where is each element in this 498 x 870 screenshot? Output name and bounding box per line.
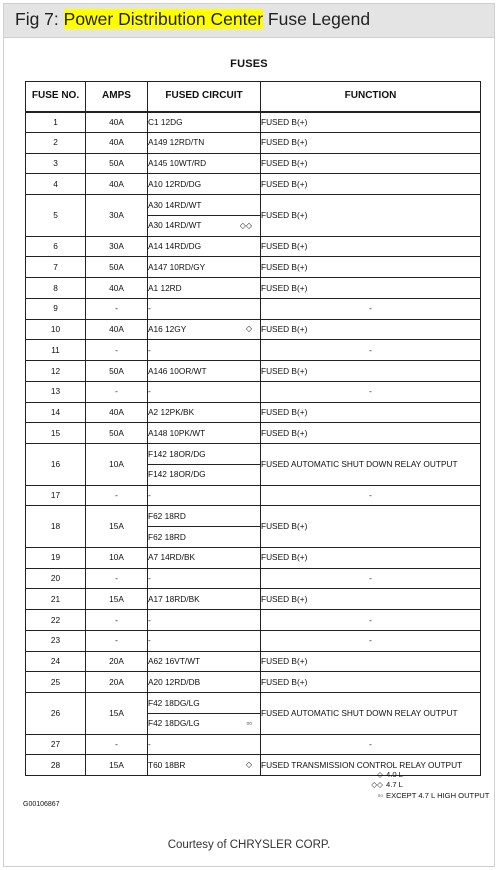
table-row <box>26 423 481 444</box>
cell-fuse-no: 23 <box>26 630 86 651</box>
cell-fuse-no: 4 <box>26 174 86 195</box>
cell-function: FUSED B(+) <box>261 236 481 257</box>
circuit-code: - <box>148 344 151 355</box>
circuit-code: A149 12RD/TN <box>148 137 205 148</box>
fuse-legend-table <box>25 81 481 776</box>
table-row <box>26 630 481 651</box>
cell-amps: 15A <box>86 506 148 548</box>
cell-fuse-no: 22 <box>26 610 86 631</box>
table-row <box>26 444 481 465</box>
table-row <box>26 402 481 423</box>
cell-function: FUSED B(+) <box>261 506 481 548</box>
cell-function: - <box>261 610 481 631</box>
cell-function: FUSED B(+) <box>261 319 481 340</box>
table-row <box>26 610 481 631</box>
cell-fuse-no: 12 <box>26 361 86 382</box>
cell-amps: 50A <box>86 153 148 174</box>
header-fused-circuit: FUSED CIRCUIT <box>148 82 261 112</box>
circuit-code: - <box>148 490 151 501</box>
cell-function: FUSED B(+) <box>261 589 481 610</box>
cell-amps: 50A <box>86 423 148 444</box>
cell-function: FUSED B(+) <box>261 112 481 133</box>
engine-variant-marker: ◇ <box>245 759 252 769</box>
circuit-code: F62 18RD <box>148 531 186 542</box>
cell-function: FUSED B(+) <box>261 361 481 382</box>
table-header-row <box>26 82 481 112</box>
cell-function: FUSED B(+) <box>261 672 481 693</box>
cell-amps: - <box>86 610 148 631</box>
cell-fuse-no: 14 <box>26 402 86 423</box>
table-row <box>26 568 481 589</box>
circuit-code: A1 12RD <box>148 282 182 293</box>
cell-fused-circuit <box>148 423 261 444</box>
cell-amps: 30A <box>86 195 148 237</box>
cell-fuse-no: 16 <box>26 444 86 486</box>
cell-fuse-no: 1 <box>26 112 86 133</box>
cell-fused-circuit <box>148 568 261 589</box>
circuit-code: - <box>148 386 151 397</box>
cell-amps: 20A <box>86 651 148 672</box>
cell-fused-circuit <box>148 340 261 361</box>
circuit-code: F142 18OR/DG <box>148 469 206 480</box>
fuses-title: FUSES <box>230 58 268 70</box>
cell-fuse-no: 17 <box>26 485 86 506</box>
cell-amps: - <box>86 734 148 755</box>
circuit-code: F42 18DG/LG <box>148 697 200 708</box>
cell-fused-circuit <box>148 713 261 734</box>
cell-amps: 15A <box>86 755 148 776</box>
cell-fused-circuit <box>148 527 261 548</box>
table-row <box>26 112 481 133</box>
table-row <box>26 361 481 382</box>
cell-fused-circuit <box>148 651 261 672</box>
cell-amps: 30A <box>86 236 148 257</box>
figure-frame <box>3 3 495 867</box>
cell-fused-circuit <box>148 444 261 465</box>
engine-variant-marker: ◇◇ <box>239 220 252 230</box>
cell-fused-circuit <box>148 215 261 236</box>
circuit-code: - <box>148 739 151 750</box>
table-row <box>26 257 481 278</box>
figure-caption <box>4 4 494 38</box>
cell-fused-circuit <box>148 610 261 631</box>
cell-fused-circuit <box>148 402 261 423</box>
circuit-code: A145 10WT/RD <box>148 158 207 169</box>
cell-amps: - <box>86 485 148 506</box>
cell-amps: - <box>86 340 148 361</box>
cell-fused-circuit <box>148 319 261 340</box>
cell-fused-circuit <box>148 485 261 506</box>
circuit-code: A2 12PK/BK <box>148 407 195 418</box>
legend-text: 4.7 L <box>386 780 403 790</box>
cell-amps: 50A <box>86 361 148 382</box>
cell-amps: - <box>86 381 148 402</box>
figure-code: G00106867 <box>23 801 60 808</box>
cell-fused-circuit <box>148 464 261 485</box>
cell-fused-circuit <box>148 112 261 133</box>
cell-function: FUSED B(+) <box>261 547 481 568</box>
cell-fuse-no: 10 <box>26 319 86 340</box>
cell-amps: 20A <box>86 672 148 693</box>
cell-fused-circuit <box>148 693 261 714</box>
header-fuse-no: FUSE NO. <box>26 82 86 112</box>
table-row <box>26 340 481 361</box>
cell-fuse-no: 3 <box>26 153 86 174</box>
table-row <box>26 693 481 714</box>
table-row <box>26 734 481 755</box>
circuit-code: A7 14RD/BK <box>148 552 196 563</box>
cell-function: FUSED TRANSMISSION CONTROL RELAY OUTPUT <box>261 755 481 776</box>
cell-amps: 50A <box>86 257 148 278</box>
cell-fuse-no: 7 <box>26 257 86 278</box>
circuit-code: A147 10RD/GY <box>148 261 206 272</box>
cell-function: FUSED B(+) <box>261 153 481 174</box>
cell-fuse-no: 24 <box>26 651 86 672</box>
circuit-code: - <box>148 635 151 646</box>
cell-amps: - <box>86 568 148 589</box>
cell-fused-circuit <box>148 672 261 693</box>
circuit-code: T60 18BR <box>148 759 186 770</box>
table-row <box>26 672 481 693</box>
cell-fuse-no: 28 <box>26 755 86 776</box>
cell-function: FUSED B(+) <box>261 195 481 237</box>
legend-text: EXCEPT 4.7 L HIGH OUTPUT <box>386 790 490 800</box>
circuit-code: A148 10PK/WT <box>148 427 206 438</box>
cell-fuse-no: 5 <box>26 195 86 237</box>
legend-entry <box>371 770 489 780</box>
cell-amps: 10A <box>86 547 148 568</box>
cell-fuse-no: 13 <box>26 381 86 402</box>
table-row <box>26 298 481 319</box>
cell-amps: 40A <box>86 319 148 340</box>
cell-fused-circuit <box>148 236 261 257</box>
cell-function: - <box>261 630 481 651</box>
header-function: FUNCTION <box>261 82 481 112</box>
cell-fuse-no: 2 <box>26 132 86 153</box>
caption-suffix: Fuse Legend <box>263 9 371 29</box>
cell-function: FUSED AUTOMATIC SHUT DOWN RELAY OUTPUT <box>261 444 481 486</box>
cell-fuse-no: 25 <box>26 672 86 693</box>
cell-amps: 40A <box>86 174 148 195</box>
circuit-code: A30 14RD/WT <box>148 220 202 231</box>
table-row <box>26 381 481 402</box>
cell-fuse-no: 26 <box>26 693 86 735</box>
legend-symbol: ▫▫ <box>377 790 383 800</box>
cell-function: - <box>261 734 481 755</box>
cell-fused-circuit <box>148 298 261 319</box>
circuit-code: A20 12RD/DB <box>148 676 201 687</box>
cell-function: FUSED B(+) <box>261 423 481 444</box>
cell-fuse-no: 20 <box>26 568 86 589</box>
engine-variant-marker: ▫▫ <box>246 718 252 728</box>
cell-function: FUSED B(+) <box>261 402 481 423</box>
cell-fused-circuit <box>148 132 261 153</box>
circuit-code: A62 16VT/WT <box>148 656 201 667</box>
header-amps: AMPS <box>86 82 148 112</box>
cell-amps: 40A <box>86 132 148 153</box>
cell-function: - <box>261 568 481 589</box>
cell-fused-circuit <box>148 589 261 610</box>
circuit-code: - <box>148 303 151 314</box>
cell-function: FUSED B(+) <box>261 132 481 153</box>
symbol-legend <box>371 770 489 801</box>
cell-fused-circuit <box>148 755 261 776</box>
legend-symbol: ◇◇ <box>371 780 383 790</box>
caption-prefix: Fig 7: <box>15 9 64 29</box>
table-body <box>26 112 481 776</box>
circuit-code: F42 18DG/LG <box>148 718 200 729</box>
cell-fused-circuit <box>148 734 261 755</box>
circuit-code: A16 12GY <box>148 324 187 335</box>
cell-fuse-no: 6 <box>26 236 86 257</box>
cell-fused-circuit <box>148 630 261 651</box>
cell-fuse-no: 21 <box>26 589 86 610</box>
engine-variant-marker: ◇ <box>245 324 252 334</box>
cell-fused-circuit <box>148 361 261 382</box>
cell-function: - <box>261 485 481 506</box>
legend-entry <box>371 791 489 801</box>
legend-entry <box>371 780 489 790</box>
cell-function: - <box>261 298 481 319</box>
table-row <box>26 195 481 216</box>
cell-fuse-no: 18 <box>26 506 86 548</box>
cell-function: FUSED B(+) <box>261 651 481 672</box>
cell-fused-circuit <box>148 174 261 195</box>
cell-function: - <box>261 340 481 361</box>
table-row <box>26 236 481 257</box>
cell-fused-circuit <box>148 278 261 299</box>
table-row <box>26 651 481 672</box>
circuit-code: F142 18OR/DG <box>148 448 206 459</box>
cell-fuse-no: 19 <box>26 547 86 568</box>
table-row <box>26 319 481 340</box>
cell-fuse-no: 9 <box>26 298 86 319</box>
circuit-code: C1 12DG <box>148 116 183 127</box>
legend-symbol: ◇ <box>377 770 383 779</box>
legend-text: 4.0 L <box>386 770 403 779</box>
table-row <box>26 132 481 153</box>
cell-fused-circuit <box>148 381 261 402</box>
cell-amps: 15A <box>86 693 148 735</box>
table-row <box>26 547 481 568</box>
cell-amps: 10A <box>86 444 148 486</box>
cell-fused-circuit <box>148 153 261 174</box>
table-row <box>26 153 481 174</box>
cell-fused-circuit <box>148 506 261 527</box>
circuit-code: A30 14RD/WT <box>148 199 202 210</box>
cell-function: FUSED AUTOMATIC SHUT DOWN RELAY OUTPUT <box>261 693 481 735</box>
caption-highlight: Power Distribution Center <box>63 9 264 29</box>
cell-fuse-no: 27 <box>26 734 86 755</box>
table-row <box>26 174 481 195</box>
circuit-code: A146 10OR/WT <box>148 365 207 376</box>
circuit-code: A14 14RD/DG <box>148 241 202 252</box>
circuit-code: F62 18RD <box>148 510 186 521</box>
cell-fused-circuit <box>148 547 261 568</box>
circuit-code: - <box>148 614 151 625</box>
circuit-code: A17 18RD/BK <box>148 593 200 604</box>
cell-amps: 40A <box>86 112 148 133</box>
circuit-code: A10 12RD/DG <box>148 178 202 189</box>
cell-fuse-no: 8 <box>26 278 86 299</box>
cell-amps: 40A <box>86 402 148 423</box>
cell-function: FUSED B(+) <box>261 174 481 195</box>
courtesy-credit: Courtesy of CHRYSLER CORP. <box>167 839 331 851</box>
cell-amps: 40A <box>86 278 148 299</box>
cell-fuse-no: 15 <box>26 423 86 444</box>
cell-fuse-no: 11 <box>26 340 86 361</box>
cell-amps: - <box>86 298 148 319</box>
table-row <box>26 506 481 527</box>
table-row <box>26 589 481 610</box>
table-row <box>26 278 481 299</box>
table-row <box>26 485 481 506</box>
cell-amps: - <box>86 630 148 651</box>
cell-fused-circuit <box>148 195 261 216</box>
cell-function: - <box>261 381 481 402</box>
cell-amps: 15A <box>86 589 148 610</box>
cell-fused-circuit <box>148 257 261 278</box>
cell-function: FUSED B(+) <box>261 257 481 278</box>
circuit-code: - <box>148 573 151 584</box>
cell-function: FUSED B(+) <box>261 278 481 299</box>
